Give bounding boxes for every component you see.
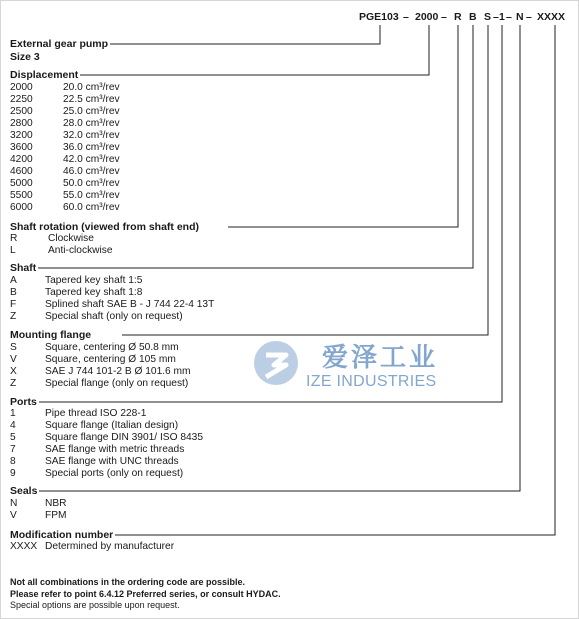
list-item <box>10 444 260 456</box>
mounting-flange-list <box>10 342 260 390</box>
list-item <box>10 130 210 142</box>
option-desc: Special shaft (only on request) <box>45 311 183 322</box>
list-item <box>10 366 260 378</box>
notes <box>10 577 281 612</box>
option-desc: Clockwise <box>48 233 94 244</box>
note-line-2: Please refer to point 6.4.12 Preferred series, or consult HYDAC. <box>10 588 281 599</box>
list-item <box>10 456 260 468</box>
code-series: PGE103 <box>359 11 399 23</box>
list-item <box>10 420 260 432</box>
option-code: 7 <box>10 444 16 455</box>
ports-title: Ports <box>10 396 37 408</box>
option-code: B <box>10 287 17 298</box>
option-desc: 46.0 cm³/rev <box>63 166 120 177</box>
option-desc: Square, centering Ø 105 mm <box>45 354 176 365</box>
option-code: XXXX <box>10 541 38 552</box>
list-item <box>10 311 260 323</box>
note-line-1: Not all combinations in the ordering code are possible. <box>10 577 246 587</box>
code-separator: – <box>493 11 499 23</box>
option-code: 4200 <box>10 154 33 165</box>
shaft-rotation-title: Shaft rotation (viewed from shaft end) <box>10 221 200 233</box>
list-item <box>10 178 210 190</box>
option-code: Z <box>10 311 17 322</box>
code-separator: – <box>441 11 447 23</box>
note-line-3: Special options are possible upon request. <box>10 600 180 610</box>
option-desc: 32.0 cm³/rev <box>63 130 120 141</box>
code-rotation: R <box>454 11 462 23</box>
option-desc: Tapered key shaft 1:8 <box>45 287 143 298</box>
option-desc: SAE flange with UNC threads <box>45 456 179 467</box>
list-item <box>10 287 260 299</box>
ports-list <box>10 408 260 480</box>
option-code: 9 <box>10 468 16 479</box>
list-item <box>10 432 260 444</box>
option-code: A <box>10 275 17 286</box>
option-desc: 22.5 cm³/rev <box>63 94 120 105</box>
modification-title: Modification number <box>10 529 114 541</box>
modification-list <box>10 541 260 553</box>
shaft-title: Shaft <box>10 262 37 274</box>
product-title: External gear pump <box>10 38 109 50</box>
option-code: 8 <box>10 456 16 467</box>
option-code: 5500 <box>10 190 33 201</box>
option-code: 2000 <box>10 82 33 93</box>
option-desc: Splined shaft SAE B - J 744 22-4 13T <box>45 299 215 310</box>
option-desc: Special ports (only on request) <box>45 468 184 479</box>
displacement-title: Displacement <box>10 69 79 81</box>
option-code: R <box>10 233 18 244</box>
option-desc: 50.0 cm³/rev <box>63 178 120 189</box>
list-item <box>10 142 210 154</box>
list-item <box>10 354 260 366</box>
list-item <box>10 82 210 94</box>
option-code: 4600 <box>10 166 33 177</box>
list-item <box>10 94 210 106</box>
product-size: Size 3 <box>10 51 40 63</box>
mounting-flange-title: Mounting flange <box>10 329 92 341</box>
list-item <box>10 541 260 553</box>
seals-title: Seals <box>10 485 38 497</box>
line-rotation <box>228 25 458 227</box>
shaft-rotation-list <box>10 233 210 257</box>
list-item <box>10 106 210 118</box>
code-displacement: 2000 <box>415 11 439 23</box>
shaft-list <box>10 275 260 323</box>
option-code: V <box>10 510 17 521</box>
displacement-list <box>10 82 210 214</box>
list-item <box>10 190 210 202</box>
option-code: V <box>10 354 17 365</box>
list-item <box>10 342 260 354</box>
list-item <box>10 275 260 287</box>
option-desc: Pipe thread ISO 228-1 <box>45 408 147 419</box>
option-desc: FPM <box>45 510 67 521</box>
list-item <box>10 468 260 480</box>
option-code: 3600 <box>10 142 33 153</box>
code-mounting: S <box>484 11 492 23</box>
list-item <box>10 166 210 178</box>
option-desc: 42.0 cm³/rev <box>63 154 120 165</box>
option-code: 6000 <box>10 202 33 213</box>
option-desc: 55.0 cm³/rev <box>63 190 120 201</box>
list-item <box>10 510 210 522</box>
ize-watermark <box>252 333 462 393</box>
seals-list <box>10 498 210 522</box>
option-code: 5000 <box>10 178 33 189</box>
code-modification: XXXX <box>537 11 566 23</box>
option-code: 2250 <box>10 94 33 105</box>
option-desc: Anti-clockwise <box>48 245 113 256</box>
option-desc: 36.0 cm³/rev <box>63 142 120 153</box>
line-displacement <box>80 25 429 75</box>
option-code: 4 <box>10 420 16 431</box>
watermark-brand-cn: 爱泽工业 <box>322 342 439 372</box>
option-code: F <box>10 299 17 310</box>
list-item <box>10 245 210 257</box>
code-ports: 1 <box>499 11 505 23</box>
option-desc: Tapered key shaft 1:5 <box>45 275 143 286</box>
option-code: S <box>10 342 17 353</box>
option-desc: 28.0 cm³/rev <box>63 118 120 129</box>
option-desc: Square flange DIN 3901/ ISO 8435 <box>45 432 204 443</box>
list-item <box>10 154 210 166</box>
option-code: L <box>10 245 16 256</box>
option-code: 3200 <box>10 130 33 141</box>
list-item <box>10 233 210 245</box>
option-code: 2500 <box>10 106 33 117</box>
list-item <box>10 378 260 390</box>
code-seals: N <box>516 11 524 23</box>
option-desc: SAE J 744 101-2 B Ø 101.6 mm <box>45 366 191 377</box>
list-item <box>10 202 210 214</box>
list-item <box>10 299 260 311</box>
option-desc: Determined by manufacturer <box>45 541 175 552</box>
option-code: 1 <box>10 408 16 419</box>
code-shaft: B <box>469 11 477 23</box>
watermark-brand-en: IZE INDUSTRIES <box>306 373 437 390</box>
list-item <box>10 408 260 420</box>
code-separator: – <box>403 11 409 23</box>
list-item <box>10 118 210 130</box>
list-item <box>10 498 210 510</box>
option-code: 2800 <box>10 118 33 129</box>
ize-logo-icon <box>252 335 300 391</box>
option-desc: SAE flange with metric threads <box>45 444 185 455</box>
option-code: X <box>10 366 17 377</box>
option-desc: 60.0 cm³/rev <box>63 202 120 213</box>
option-desc: NBR <box>45 498 67 509</box>
option-desc: Special flange (only on request) <box>45 378 189 389</box>
code-separator: – <box>526 11 532 23</box>
code-separator: – <box>506 11 512 23</box>
option-code: N <box>10 498 18 509</box>
option-desc: Square flange (Italian design) <box>45 420 179 431</box>
line-type <box>108 25 380 44</box>
option-desc: 20.0 cm³/rev <box>63 82 120 93</box>
option-desc: Square, centering Ø 50.8 mm <box>45 342 179 353</box>
option-code: Z <box>10 378 17 389</box>
option-code: 5 <box>10 432 16 443</box>
option-desc: 25.0 cm³/rev <box>63 106 120 117</box>
